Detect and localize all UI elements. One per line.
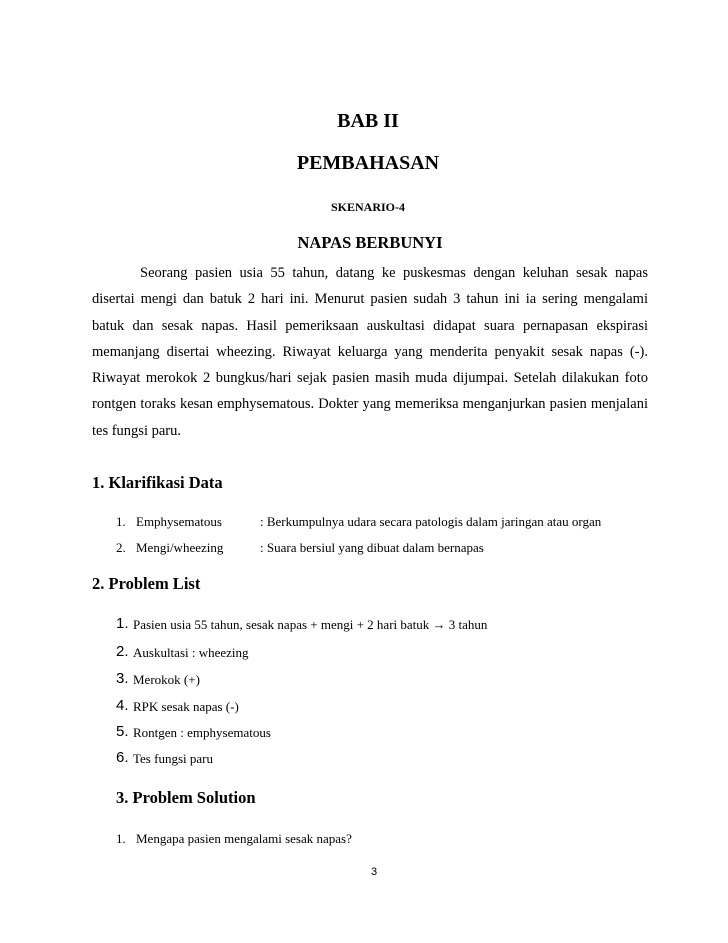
section-heading-problem-solution: 3. Problem Solution [116,788,256,807]
list-item-definition: : Berkumpulnya udara secara patologis dalam jaringan atau organ [260,514,602,529]
list-item-term: Emphysematous [136,514,222,529]
list-item-number: 3. [116,670,129,687]
list-item-number: 1. [116,615,129,632]
list-item-number: 4. [116,697,129,714]
scenario-label: SKENARIO-4 [330,200,405,214]
list-item-number: 2. [116,643,129,660]
list-item-text: Mengapa pasien mengalami sesak napas? [136,831,352,846]
chapter-heading: BAB II [337,110,399,132]
section-heading-klarifikasi: 1. Klarifikasi Data [92,473,223,492]
list-item-text: Pasien usia 55 tahun, sesak napas + mengi + 2 hari batuk → 3 tahun [133,617,488,632]
list-item-number: 6. [116,749,129,766]
scenario-paragraph: Seorang pasien usia 55 tahun, datang ke puskesmas dengan keluhan sesak napas disertai mengi dan batuk 2 hari ini. Menurut pasien sudah 3 tahun ini ia sering mengalami batuk dan sesak napas. Hasil pemeriksaan auskultasi didapat suara pernapasan ekspirasi memanjang disertai wheezing. Riwayat keluarga yang menderita penyakit sesak napas (-). Riwayat merokok 2 bungkus/hari sejak pasien masih muda dijumpai. Setelah dilakukan foto rontgen toraks kesan emphysematous. Dokter yang memeriksa menganjurkan pasien menjalani tes fungsi paru. [92,265,648,439]
page-number: 3 [370,866,378,878]
chapter-title: PEMBAHASAN [296,152,440,174]
list-item-number: 1. [116,514,126,529]
list-item-text: Rontgen : emphysematous [133,725,271,740]
list-item-text: Auskultasi : wheezing [133,645,249,660]
list-item-number: 1. [116,831,126,846]
list-item-term: Mengi/wheezing [136,540,224,555]
section-heading-problem-list: 2. Problem List [92,574,201,593]
list-item-text: RPK sesak napas (-) [133,699,239,714]
list-item-definition: : Suara bersiul yang dibuat dalam bernapas [260,540,484,555]
list-item-number: 5. [116,723,129,740]
scenario-topic: NAPAS BERBUNYI [297,233,443,252]
list-item-text: Merokok (+) [133,672,200,687]
list-item-number: 2. [116,540,126,555]
list-item-text: Tes fungsi paru [133,751,213,766]
